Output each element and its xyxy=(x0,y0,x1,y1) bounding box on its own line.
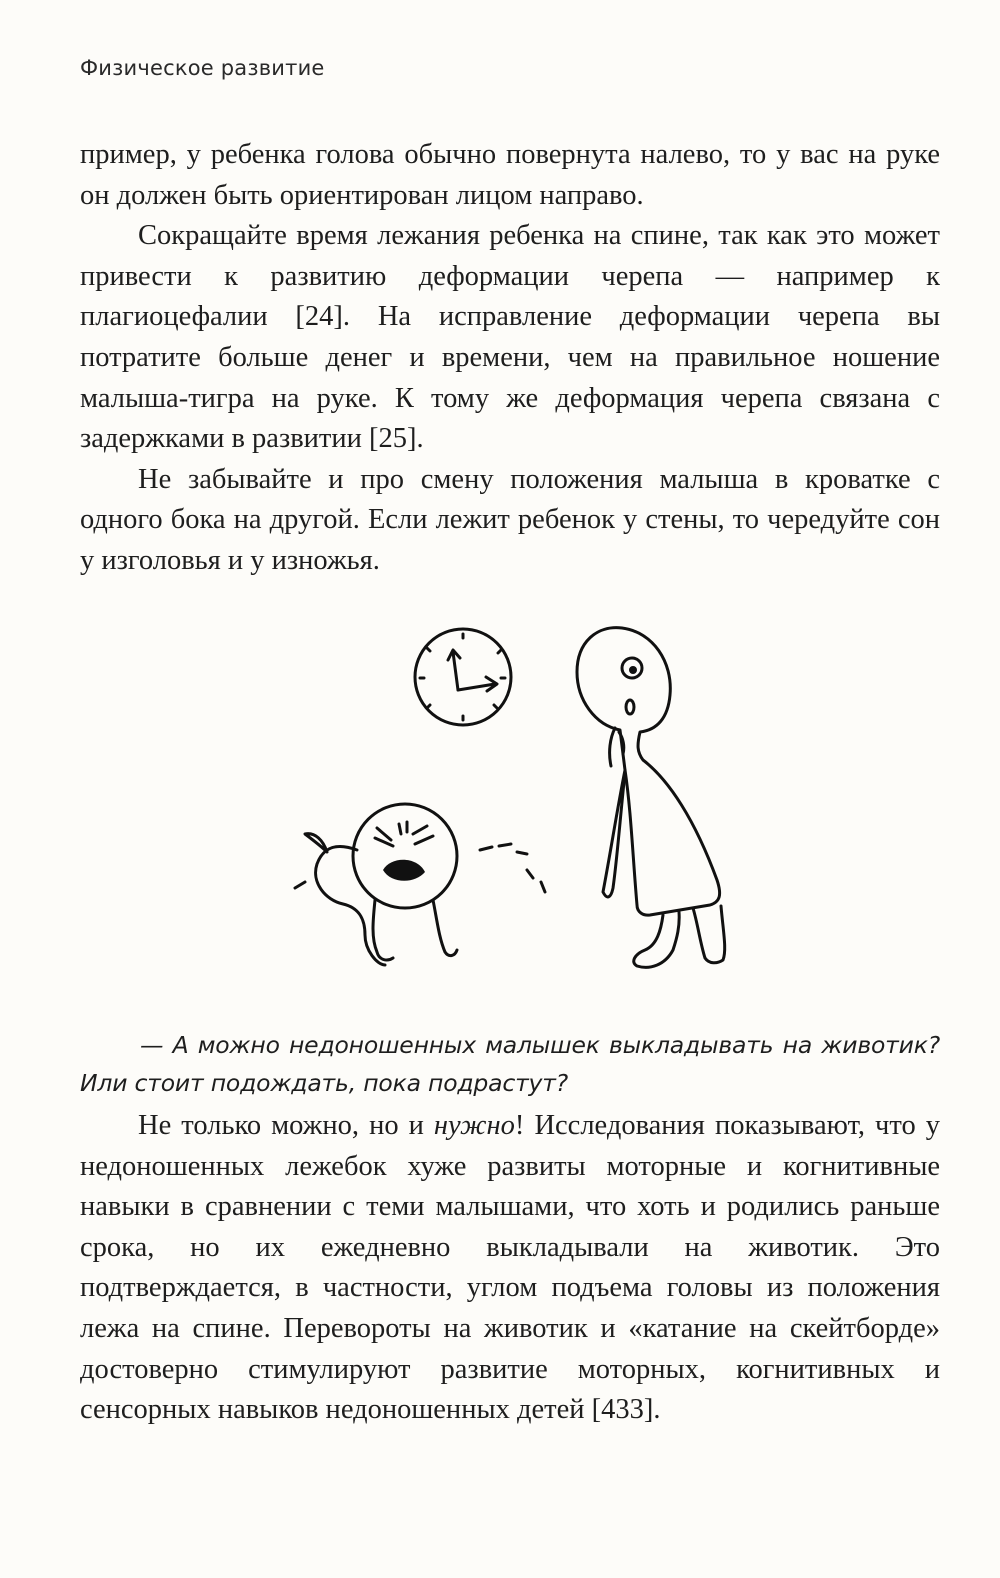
running-head: Физическое развитие xyxy=(80,56,325,80)
answer-lead: Не только можно, но и xyxy=(138,1110,434,1141)
paragraph: пример, у ребенка голова обычно повернута налево, то у вас на руке он должен быть ориентирован лицом направо. xyxy=(80,139,940,211)
illustration-crying-baby-and-parent xyxy=(265,620,765,980)
answer-rest: ! Исследования показывают, что у недоношенных лежебок хуже развиты моторные и когнитивные навыки в сравнении с теми малышами, что хоть и родились раньше срока, но их ежедневно выкладывали на животик. Это подтверждается, в частности, углом подъема головы из положения лежа на спине. Перевороты на животик и «катание на скейтборде» достоверно стимулируют развитие моторных, когнитивных и сенсорных навыков недоношенных детей [433]. xyxy=(80,1110,941,1426)
clock-icon xyxy=(415,629,511,725)
paragraph xyxy=(80,1106,940,1431)
paragraph: Сокращайте время лежания ребенка на спине, так как это может привести к развитию деформации черепа — например к плагиоцефалии [24]. На исправление деформации черепа вы потратите больше денег и времени, чем на правильное ношение малыша-тигра на руке. К тому же деформация черепа связана с задержками в развитии [25]. xyxy=(80,220,940,455)
body-text-top xyxy=(80,135,940,582)
parent-figure xyxy=(577,628,725,968)
paragraph: Не забывайте и про смену положения малыша в кроватке с одного бока на другой. Если лежит ребенок у стены, то чередуйте сон у изголовья и у изножья. xyxy=(80,463,940,576)
body-text-answer xyxy=(80,1106,940,1431)
question-text: — А можно недоношенных малышек выкладывать на животик? Или стоит подождать, пока подрастут? xyxy=(80,1031,940,1097)
answer-emphasis: нужно xyxy=(433,1110,515,1141)
illustration-drawing xyxy=(265,620,765,980)
crying-baby-figure xyxy=(295,804,545,965)
